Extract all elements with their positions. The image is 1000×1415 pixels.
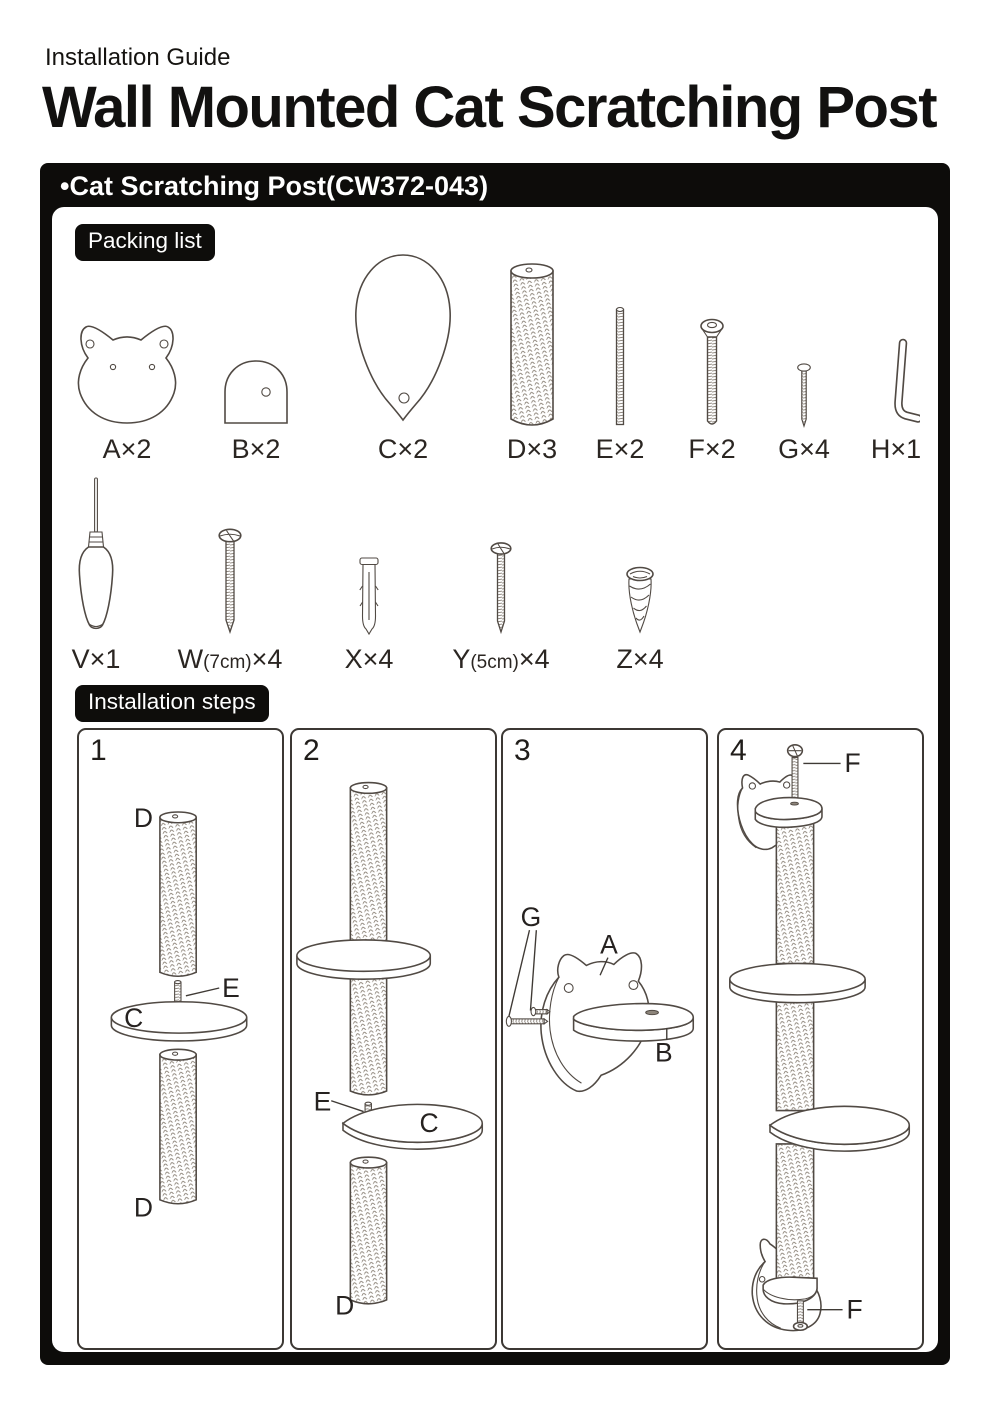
step-panel-1	[77, 728, 284, 1350]
post-top	[350, 783, 386, 944]
step1-diagram	[79, 730, 282, 1348]
post-d-bottom	[350, 1157, 386, 1304]
step2-diagram	[292, 730, 495, 1348]
post-3	[776, 1144, 813, 1283]
callout-e: E	[313, 1086, 332, 1117]
callout-c: C	[124, 1003, 144, 1034]
step3-diagram	[503, 730, 706, 1348]
part-label-h: H×1	[870, 434, 922, 464]
part-label-c: C×2	[377, 434, 429, 464]
callout-d: D	[335, 1290, 355, 1321]
post-2	[776, 997, 813, 1111]
shelf-b	[574, 1004, 694, 1042]
part-label-g: G×4	[778, 434, 830, 464]
part-label-y: Y(5cm)×4	[452, 644, 550, 674]
callout-line-e	[331, 1101, 363, 1112]
product-header: •Cat Scratching Post(CW372-043)	[60, 171, 489, 201]
teardrop-platform-c	[343, 1104, 482, 1149]
cat-head-panel-icon	[72, 323, 182, 424]
part-label-f: F×2	[688, 434, 736, 464]
step-panel-4	[717, 728, 924, 1350]
step-panel-2	[290, 728, 497, 1350]
shelf-bottom	[763, 1277, 817, 1304]
installation-steps-tag: Installation steps	[75, 685, 269, 722]
post-d-top	[160, 812, 196, 976]
callout-f-top: F	[844, 748, 861, 779]
page-kicker: Installation Guide	[45, 44, 231, 71]
guide-panel	[40, 163, 950, 1365]
callout-b: B	[655, 1037, 673, 1068]
post-d-bottom	[160, 1049, 196, 1203]
callout-lines-g	[509, 930, 536, 1016]
step-number-1: 1	[90, 734, 107, 767]
step4-diagram	[719, 730, 922, 1348]
part-label-v: V×1	[71, 644, 121, 674]
wood-screw-7cm-icon	[218, 528, 242, 634]
post-middle	[350, 969, 386, 1095]
step-number-4: 4	[730, 734, 747, 767]
callout-f-bottom: F	[846, 1294, 863, 1325]
step-panel-3	[501, 728, 708, 1350]
flat-head-bolt-icon	[700, 318, 724, 428]
part-label-d: D×3	[506, 434, 558, 464]
callout-line-e	[186, 988, 219, 996]
page-title: Wall Mounted Cat Scratching Post	[42, 75, 937, 140]
round-platform	[730, 963, 865, 1002]
small-screw-icon	[797, 363, 811, 428]
callout-d-bottom: D	[133, 1192, 154, 1223]
arch-panel-icon	[222, 358, 290, 424]
guide-content	[52, 207, 938, 1352]
callout-a: A	[600, 929, 618, 960]
part-label-z: Z×4	[616, 644, 664, 674]
wood-screw-5cm-icon	[490, 542, 512, 634]
wall-anchor-icon	[356, 556, 382, 636]
threaded-rod-icon	[612, 306, 628, 428]
part-label-w: W(7cm)×4	[177, 644, 283, 674]
part-label-a: A×2	[102, 434, 152, 464]
self-tapping-screw-icon	[625, 566, 655, 636]
part-label-x: X×4	[344, 644, 394, 674]
part-label-e: E×2	[595, 434, 645, 464]
shelf-top	[755, 798, 822, 828]
post-1	[776, 818, 813, 963]
callout-g: G	[520, 902, 542, 933]
packing-list-tag: Packing list	[75, 224, 215, 261]
step-number-3: 3	[514, 734, 531, 767]
part-label-b: B×2	[231, 434, 281, 464]
allen-key-icon	[876, 338, 920, 426]
callout-d-top: D	[133, 803, 154, 834]
teardrop-panel-icon	[348, 252, 458, 424]
callout-e: E	[222, 972, 240, 1003]
step-number-2: 2	[303, 734, 320, 767]
screwdriver-icon	[76, 476, 116, 632]
sisal-post-icon	[509, 262, 555, 430]
callout-c: C	[419, 1108, 439, 1139]
disc-assembled	[297, 940, 430, 979]
